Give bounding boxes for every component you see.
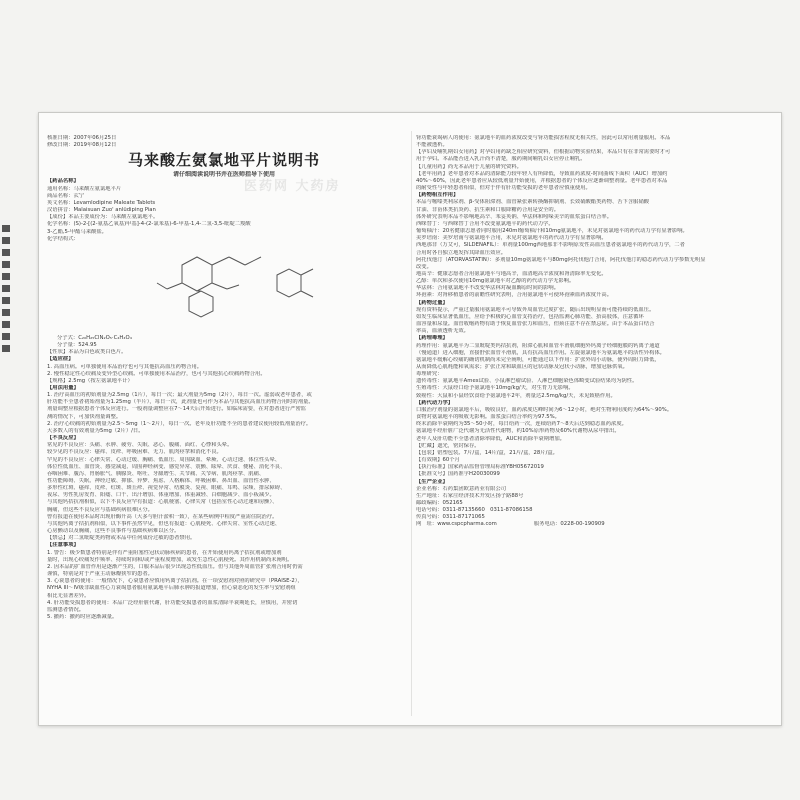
text-line: 华法林：合用氨氯地平不改变华法林对凝血酶原时间的影响。 bbox=[416, 285, 560, 292]
text-line: 性功能障碍、失眠、神经过敏、抑郁、异梦、焦虑、人格解体、呼吸困难、鼻出血、血管性水肿、 bbox=[47, 478, 275, 484]
text-line: 企业名称：石药集团欧意药业有限公司 bbox=[416, 485, 507, 492]
binder-holes bbox=[0, 225, 14, 357]
section-heading: 【生产企业】 bbox=[416, 478, 448, 485]
text-line: 环孢素：对肾移植患者的前瞻性研究表明，合用氨氯地平可使环孢素血药浓度升高。 bbox=[416, 292, 612, 299]
text-line: 【儿童用药】尚无本品用于儿童的研究资料。 bbox=[416, 163, 522, 170]
text-line: 大多数人的有效剂量为5mg（2片）/日。 bbox=[47, 427, 144, 434]
text-line: 从而降低心肌耗能和氧需求；扩张正常和缺血区的冠状动脉及冠状小动脉，增加冠脉供氧。 bbox=[416, 364, 628, 370]
section-heading: 【适应症】 bbox=[47, 356, 74, 363]
text-line: 相比无显著差异。 bbox=[47, 592, 90, 599]
text-line: 多形性红斑、瘙痒、皮疹、红斑、斑丘疹、视觉异常、结膜炎、复视、眼痛、耳鸣、尿频、排尿障碍、 bbox=[47, 485, 286, 492]
text-line: 【孕妇及哺乳期妇女用药】对孕妇用药缺乏相应研究资料，但根据动物实验结果，本品只有在非常需要时才可 bbox=[416, 149, 671, 156]
text-line: 胸痛，但这些不良反应与基础疾病很难区分。 bbox=[47, 506, 153, 513]
section-heading: 【注意事项】 bbox=[47, 542, 79, 549]
chemical-structure-figure bbox=[47, 245, 401, 333]
text-line: 【禁忌】对二氢吡啶类药物或本品中任何成份过敏的患者禁用。 bbox=[47, 535, 196, 542]
text-line: 通用名称：马来酸左氨氯地平片 bbox=[47, 185, 122, 192]
text-line: 毒理研究： bbox=[416, 371, 443, 378]
text-line: 【贮藏】遮光，密封保存。 bbox=[416, 442, 480, 449]
text-line: 英文名称：Levamlodipine Maleate Tablets bbox=[47, 199, 156, 206]
date-line: 修改日期：2019年08月12日 bbox=[47, 142, 117, 149]
text-line: 剂量调整应根据患者个体反应进行。一般剂量调整应在7～14天后开始进行。如临床需要，在对患者进行严密监 bbox=[47, 406, 307, 413]
text-line: 生产地址：石家庄经济技术开发区扬子路88号 bbox=[416, 492, 524, 499]
section-heading: 【不良反应】 bbox=[47, 435, 79, 442]
text-line: 【有效期】60个月 bbox=[416, 457, 460, 464]
text-line: 率高，血液透析无效。 bbox=[416, 328, 469, 335]
text-line: 改变。 bbox=[416, 263, 432, 270]
text-line: 网 址：www.cspcpharma.com 服务电话：0228-00-190909 bbox=[416, 521, 605, 528]
text-line: 血容量和尿量。血管收缩药物有助于恢复血管张力和血压，但须注意不存在禁忌症。由于本品蛋白结合 bbox=[416, 321, 655, 328]
text-line: 【执行标准】国家药品监督管理局标准YBH05672019 bbox=[416, 464, 544, 471]
text-line: 食物对氨氯地平的吸收无影响。血浆蛋白结合率约为97.5%。 bbox=[416, 414, 560, 421]
text-line: 【包装】铝塑包装。7片/盒，14片/盒，21片/盒，28片/盒。 bbox=[416, 449, 558, 456]
text-line: 甘油、非甾体类抗炎药、抗生素和口服降糖药合用是安全的。 bbox=[416, 206, 560, 213]
text-line: 分子量：524.95 bbox=[57, 342, 97, 349]
date-line: 核准日期：2007年06月25日 bbox=[47, 135, 117, 141]
text-line: 化学结构式： bbox=[47, 235, 79, 242]
text-line: 遗传毒性：氨氯地平Ames试验、小鼠淋巴瘤试验、人淋巴细胞染色体畸变试验结果均为阴性。 bbox=[416, 378, 638, 385]
text-line: 分子式：C₂₀H₂₅ClN₂O₅·C₄H₄O₄ bbox=[57, 334, 132, 341]
text-line: 【性状】本品为白色或类白色片。 bbox=[47, 349, 127, 356]
text-line: 1. 治疗高血压的初始剂量为2.5mg（1片），每日一次；最大剂量为5mg（2片），每日一次。虚弱或老年患者，或 bbox=[47, 392, 312, 399]
text-line: 不能被透析。 bbox=[416, 142, 448, 149]
text-line: 商品名称：玄宁 bbox=[47, 192, 85, 199]
text-line: 传真号码：0311-87171065 bbox=[416, 514, 485, 521]
text-line: 夜尿、男性乳房发育、阳痿、口干、出汗增加、体重增加、体重减轻、白细胞减少、血小板减少。 bbox=[47, 492, 275, 499]
document-subtitle: 请仔细阅读说明书并在医师指导下使用 bbox=[172, 171, 275, 179]
text-line: 氨氯地平缓解心绞痛的确切机制尚未完全阐明，可能通过以下作用：扩张外周小动脉，使外周阻力降低， bbox=[416, 356, 660, 363]
text-line: 西地那非（万艾可，SILDENAFIL）：单剂量100mg西地那非不影响原发性高血压患者氨氯地平的药代动力学，二者 bbox=[416, 242, 685, 249]
text-line: 量时，出现心绞痛发作频率、持续时间和/或严重程度增加，或发生急性心肌梗死。其作用机制尚未阐明。 bbox=[47, 556, 293, 563]
text-line: 2. 慢性稳定性心绞痛及变异型心绞痛。可单独使用本品治疗，也可与其他抗心绞痛药物合用。 bbox=[47, 370, 266, 377]
text-line: 3-乙酯,5-甲酯马来酸盐。 bbox=[47, 228, 107, 235]
text-line: 的耐受性与年轻患者相似，但对于伴有肝功能受损的老年患者应慎重使用。 bbox=[416, 185, 591, 192]
text-line: 邮政编码：052165 bbox=[416, 499, 463, 506]
package-insert-sheet bbox=[38, 112, 782, 726]
text-line: 化学名称：(S)-2-[(2-氨基乙氧基)甲基]-4-(2-氯苯基)-6-甲基-1,4-二氢-3,5-吡啶二羧酸 bbox=[47, 221, 251, 228]
section-heading: 【用法用量】 bbox=[47, 384, 79, 391]
text-line: 40%～60%，因此老年患者应从较低剂量开始使用，并根据患者的个体反应逐渐调整剂量。老年患者对本品 bbox=[416, 177, 668, 184]
text-line: 【批准文号】国药准字H20030099 bbox=[416, 471, 500, 478]
text-line: 药理作用：氨氯地平为二氢吡啶类钙拮抗剂，阻滞心肌和血管平滑肌细胞外钙离子经细胞膜的钙离子通道 bbox=[416, 342, 660, 349]
text-line: 5. 撤药：撤药时应逐渐减量。 bbox=[47, 613, 118, 620]
text-line: 阿托伐他汀（ATORVASTATIN）：多剂量10mg氨氯地平与80mg阿托伐他汀合用，阿托伐他汀的稳态药代动力学参数无明显 bbox=[416, 256, 706, 263]
text-line: 地高辛：健康志愿者合用氨氯地平与地高辛，血清地高辛浓度和肾清除率无变化。 bbox=[416, 270, 607, 277]
left-column bbox=[47, 135, 401, 621]
text-line: 口服治疗剂量的氨氯地平后，吸收良好，血药浓度达峰时间为6～12小时，绝对生物利用度约为64%～90%。 bbox=[416, 406, 673, 413]
text-line: 如发生临床显著低血压，应给予积极的心血管支持治疗，包括监测心肺功能、抬高肢体，注意循环 bbox=[416, 313, 644, 320]
text-line: 生殖毒性：大鼠经口给予氨氯地平10mg/kg/天，对生育力无影响。 bbox=[416, 385, 574, 392]
section-heading: 【药物相互作用】 bbox=[416, 192, 459, 199]
text-line: 老年人及肝功能不全患者清除率降低，AUC和消除半衰期增加。 bbox=[416, 435, 565, 442]
text-line: 本品与噻嗪类利尿剂、β-受体阻滞剂、血管紧张素转换酶抑制剂、长效硝酸酯类药物、舌下含服硝酸 bbox=[416, 199, 650, 206]
text-line: 用于孕妇。本品能否进入乳汁尚不清楚，服药期间哺乳妇女应停止哺乳。 bbox=[416, 156, 586, 163]
text-line: 罕见的不良反应：心律失常、心动过缓、胸痛、低血压、周围缺血、晕厥、心动过速、体位性头晕、 bbox=[47, 456, 281, 463]
section-heading: 【药理毒理】 bbox=[416, 335, 448, 342]
text-line: 【成份】本品主要成份为：马来酸左氨氯地平。 bbox=[47, 214, 159, 221]
right-column bbox=[416, 135, 770, 529]
text-line: 乙醇：单次和多次使用10mg氨氯地平对乙醇的药代动力学无影响。 bbox=[416, 278, 575, 285]
chemical-structure-icon bbox=[137, 245, 337, 333]
text-line: 合用时各自独立地发挥其降血压效应。 bbox=[416, 249, 507, 256]
text-line: 心房颤动以及胸痛，这些不良事件与基础疾病难以区分。 bbox=[47, 528, 180, 535]
section-heading: 【药物过量】 bbox=[416, 299, 448, 306]
text-line: 电话号码：0311-87135660 0311-87086158 bbox=[416, 507, 533, 514]
text-line: 现有资料提示，严重过量服用氨氯地平可导致外周血管过度扩张，随后出现明显而可能持续的低血压。 bbox=[416, 306, 655, 313]
text-line: 【老年用药】老年患者对本品的清除能力较年轻人有所降低，导致血药浓度-时间曲线下面积（AUC）增加约 bbox=[416, 170, 668, 177]
text-line: 与其他钙离子拮抗剂相似，以下事件虽然罕见，但也有报道：心肌梗死、心律失常、室性心动过速、 bbox=[47, 520, 281, 527]
text-line: 监测患者情况。 bbox=[47, 606, 85, 613]
text-line: 1. 高血压病。可单独使用本品治疗也可与其他抗高血压药物合用。 bbox=[47, 363, 203, 370]
text-line: 葡萄柚汁：20名健康志愿者同时服用240ml葡萄柚汁和10mg氨氯地平，未见对氨氯地平的药代动力学有显著影响。 bbox=[416, 228, 688, 235]
text-line: 谨慎，特别是对于严重主动脉瓣狭窄的患者。 bbox=[47, 571, 153, 578]
watermark: 医药网 大药房 bbox=[244, 179, 341, 194]
text-line: 2. 因本品的扩血管作用是逐渐产生的，口服本品后很少出现急性低血压。但与其他外周血管扩张剂合用时仍需 bbox=[47, 563, 303, 570]
text-line: 体位性低血压、血管炎、感觉减退、周围神经病变、感觉异常、震颤、眩晕、厌食、便秘、消化不良、 bbox=[47, 463, 286, 470]
text-line: 较少见的不良反应：瘙痒、皮疹、呼吸困难、无力、肌肉痉挛和消化不良。 bbox=[47, 449, 222, 456]
text-line: 致癌性：大鼠和小鼠经饮食给予氨氯地平2年，剂量达2.5mg/kg/天，未见致癌作用。 bbox=[416, 392, 616, 399]
section-heading: 【药代动力学】 bbox=[416, 399, 454, 406]
column-divider bbox=[411, 131, 412, 716]
text-line: 常见的不良反应：头痛、水肿、疲劳、失眠、恶心、腹痛、面红、心悸和头晕。 bbox=[47, 442, 233, 449]
text-line: 体外研究表明本品不影响地高辛、苯妥英钠、华法林和吲哚美辛的血浆蛋白结合率。 bbox=[416, 213, 612, 220]
section-heading: 【药品名称】 bbox=[47, 178, 79, 185]
text-line: 氨氯地平经肝脏广泛代谢为无活性代谢物，约10%原形药物及60%代谢物从尿中排出。 bbox=[416, 428, 620, 435]
text-line: 2. 治疗心绞痛的初始剂量为2.5～5mg（1～2片），每日一次。老年及肝功能不全的患者建议使用较低剂量治疗。 bbox=[47, 420, 312, 427]
text-line: 与其他钙拮抗剂相似，以下不良反应罕有报道：心肌梗塞、心律失常（包括室性心动过速和房颤）、 bbox=[47, 499, 278, 506]
text-line: 【规格】2.5mg（按左氨氯地平计） bbox=[47, 377, 133, 384]
text-line: 肾功能衰竭病人的使用：氨氯地平的血药浓度改变与肾功能损害程度无相关性，因此可以常用剂量服用。本品 bbox=[416, 135, 671, 141]
text-line: 吞咽困难、腹泻、胃肠胀气、胰腺炎、呕吐、牙龈增生、关节痛、关节病、肌肉痉挛、肌痛、 bbox=[47, 470, 265, 477]
text-line: 曾有报道在使用本品时出现肝酶升高（大多与胆汁淤积一致），在某些病例中程度严重需住院治疗。 bbox=[47, 513, 278, 520]
text-line: 美罗培南：美罗培南与氨氯地平合用，未见对氨氯地平的药代动力学有显著影响。 bbox=[416, 235, 607, 242]
text-line: 西咪替丁：与西咪替丁合用不改变氨氯地平的药代动力学。 bbox=[416, 220, 554, 227]
text-line: 终末消除半衰期约为35～50小时，每日给药一次，连续给药7～8天后达到稳态血药浓度。 bbox=[416, 421, 627, 428]
text-line: NYHA III～IV级非缺血性心力衰竭患者服用氨氯地平后肺水肿的报道增加，但心衰恶化的发生率与安慰剂组 bbox=[47, 585, 296, 592]
text-line: 3. 心衰患者的使用：一般情况下，心衰患者应慎用钙离子拮抗剂。在一项安慰剂对照的研究中（PRAISE-2）， bbox=[47, 578, 303, 585]
document-title: 马来酸左氨氯地平片说明书 bbox=[127, 151, 320, 170]
text-line: 1. 警告：极少数患者特别是伴有严重阻塞性冠状动脉疾病的患者，在开始使用钙离子拮抗剂或增加剂 bbox=[47, 549, 282, 556]
text-line: 汉语拼音：Malaisuan Zuo' anlüdiping Pian bbox=[47, 207, 156, 214]
text-line: 测的情况下，可加快剂量调整。 bbox=[47, 413, 122, 420]
text-line: （慢通道）进入细胞，直接舒张血管平滑肌，具有抗高血压作用。左旋氨氯地平为氨氯地平的活性异构体。 bbox=[416, 349, 665, 356]
text-line: 肝功能不全患者初始剂量为1.25mg（半片），每日一次，此剂量也可作为本品与其他抗高血压药物合用时的剂量。 bbox=[47, 399, 314, 406]
text-line: 4. 肝功能受损患者的使用：本品广泛经肝脏代谢，肝功能受损患者的血浆清除半衰期延长，应慎用，并密切 bbox=[47, 599, 298, 606]
